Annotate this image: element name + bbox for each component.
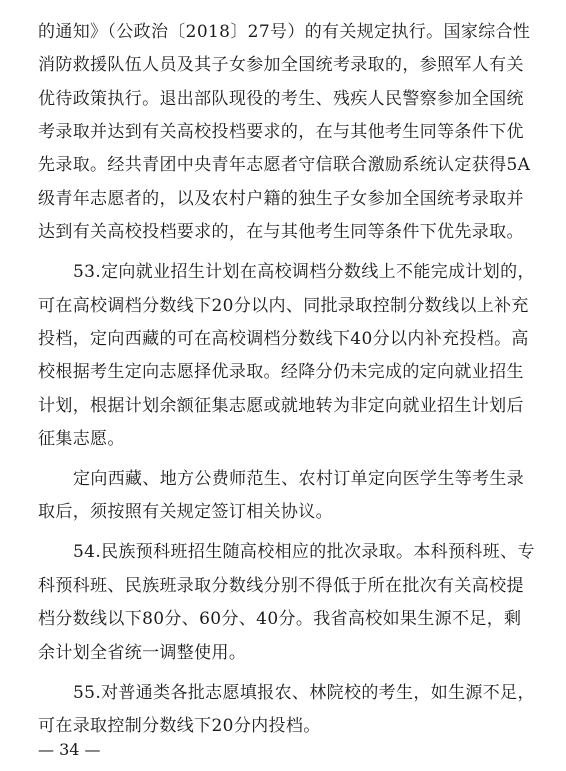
- page-number: — 34 —: [38, 740, 101, 759]
- paragraph-tibet-first-line: 定向西藏、地方公费师范生、农村订单定向医学生等考生录: [73, 469, 525, 490]
- body-text-line: 余计划全省统一调整使用。: [38, 642, 247, 663]
- body-text-line: 级青年志愿者的，以及农村户籍的独生子女参加全国统考录取并: [38, 188, 524, 209]
- body-text-line: 计划，根据计划余额征集志愿或就地转为非定向就业招生计划后: [38, 395, 524, 416]
- body-text-line: 取后，须按照有关规定签订相关协议。: [38, 502, 333, 523]
- body-text-line: 科预科班、民族班录取分数线分别不得低于所在批次有关高校提: [38, 575, 524, 596]
- body-text-line: 校根据考生定向志愿择优录取。经降分仍未完成的定向就业招生: [38, 362, 524, 383]
- body-text-line: 档分数线以下80分、60分、40分。我省高校如果生源不足，剩: [38, 609, 522, 630]
- paragraph-55-first-line: 55.对普通类各批志愿填报农、林院校的考生，如生源不足，: [73, 682, 535, 703]
- body-text-line: 可在高校调档分数线下20分以内、同批录取控制分数线以上补充: [38, 295, 529, 316]
- paragraph-54-first-line: 54.民族预科班招生随高校相应的批次录取。本科预科班、专: [73, 542, 535, 563]
- body-text-line: 投档，定向西藏的可在高校调档分数线下40分以内补充投档。高: [38, 328, 529, 349]
- body-text-line: 可在录取控制分数线下20分内投档。: [38, 715, 321, 736]
- body-text-line: 达到有关高校投档要求的，在与其他考生同等条件下优先录取。: [38, 222, 524, 243]
- body-text-line: 先录取。经共青团中央青年志愿者守信联合激励系统认定获得5A: [38, 155, 531, 176]
- body-text-line: 消防救援队伍人员及其子女参加全国统考录取的，参照军人有关: [38, 55, 524, 76]
- body-text-line: 征集志愿。: [38, 429, 125, 450]
- body-text-line: 优待政策执行。退出部队现役的考生、残疾人民警察参加全国统: [38, 88, 524, 109]
- body-text-line: 考录取并达到有关高校投档要求的，在与其他考生同等条件下优: [38, 122, 524, 143]
- paragraph-53-first-line: 53.定向就业招生计划在高校调档分数线上不能完成计划的，: [73, 262, 535, 283]
- body-text-line: 的通知》（公政治〔2018〕27号）的有关规定执行。国家综合性: [38, 22, 531, 42]
